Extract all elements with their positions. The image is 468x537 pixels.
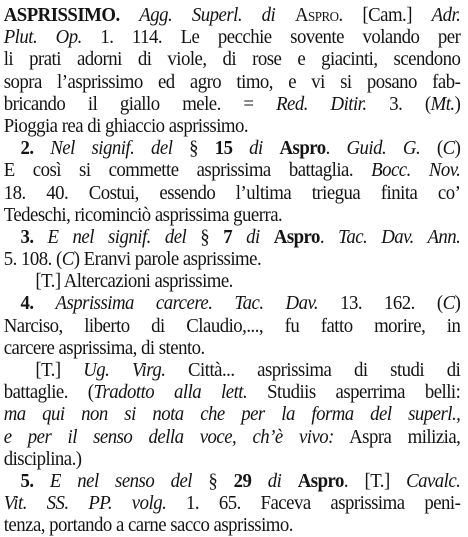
entry-line: Plut. Op. 1. 114. Le pecchie sovente volando per — [3, 26, 461, 49]
entry-line: [T.] Ug. Virg. Città... asprissima di studi di — [35, 359, 461, 381]
entry-line: 5. E nel senso del § 29 di Aspro. [T.] Cavalc. — [20, 469, 461, 492]
entry-line: disciplina.) — [3, 447, 82, 470]
entry-line: battaglie. (Tradotto alla lett. Studiis asperrima belli: — [3, 381, 461, 404]
entry-line: 3. E nel signif. del § 7 di Aspro. Tac. Dav. Ann. — [20, 225, 461, 248]
entry-line: tenza, portando a carne sacco asprissimo. — [3, 514, 293, 537]
entry-line: Tedeschi, ricominciò asprissima guerra. — [3, 203, 283, 226]
entry-line: E così si commette asprissima battaglia. Bocc. Nov. — [3, 159, 461, 182]
entry-line: li prati adorni di viole, di rose e giacinti, scendono — [3, 48, 461, 71]
entry-line: [T.] Altercazioni asprissime. — [35, 270, 233, 293]
entry-line: carcere asprissima, di stento. — [3, 336, 205, 359]
entry-line: Vit. SS. PP. volg. 1. 65. Faceva asprissima peni- — [3, 492, 461, 515]
entry-line: 4. Asprissima carcere. Tac. Dav. 13. 162. (C) — [20, 292, 461, 315]
entry-line: 5. 108. (C) Eranvi parole asprissime. — [3, 248, 262, 271]
entry-line: sopra l’asprissimo ed agro timo, e vi si posano fab- — [3, 70, 461, 93]
entry-line: ASPRISSIMO. Agg. Superl. di Aspro. [Cam.] Adr. — [3, 4, 461, 26]
entry-line: e per il senso della voce, ch’è vivo: Aspra milizia, — [3, 425, 461, 448]
entry-line: 2. Nel signif. del § 15 di Aspro. Guid. G. (C) — [20, 137, 461, 160]
entry-line: bricando il giallo mele. = Red. Ditir. 3. (Mt.) — [3, 92, 461, 115]
entry-line: 18. 40. Costui, essendo l’ultima triegua finita co’ — [3, 181, 461, 204]
entry-line: ma qui non si nota che per la forma del superl., — [3, 403, 461, 426]
entry-line: Narciso, liberto di Claudio,..., fu fatto morire, in — [3, 314, 461, 337]
entry-line: Pioggia rea di ghiaccio asprissimo. — [3, 114, 249, 137]
